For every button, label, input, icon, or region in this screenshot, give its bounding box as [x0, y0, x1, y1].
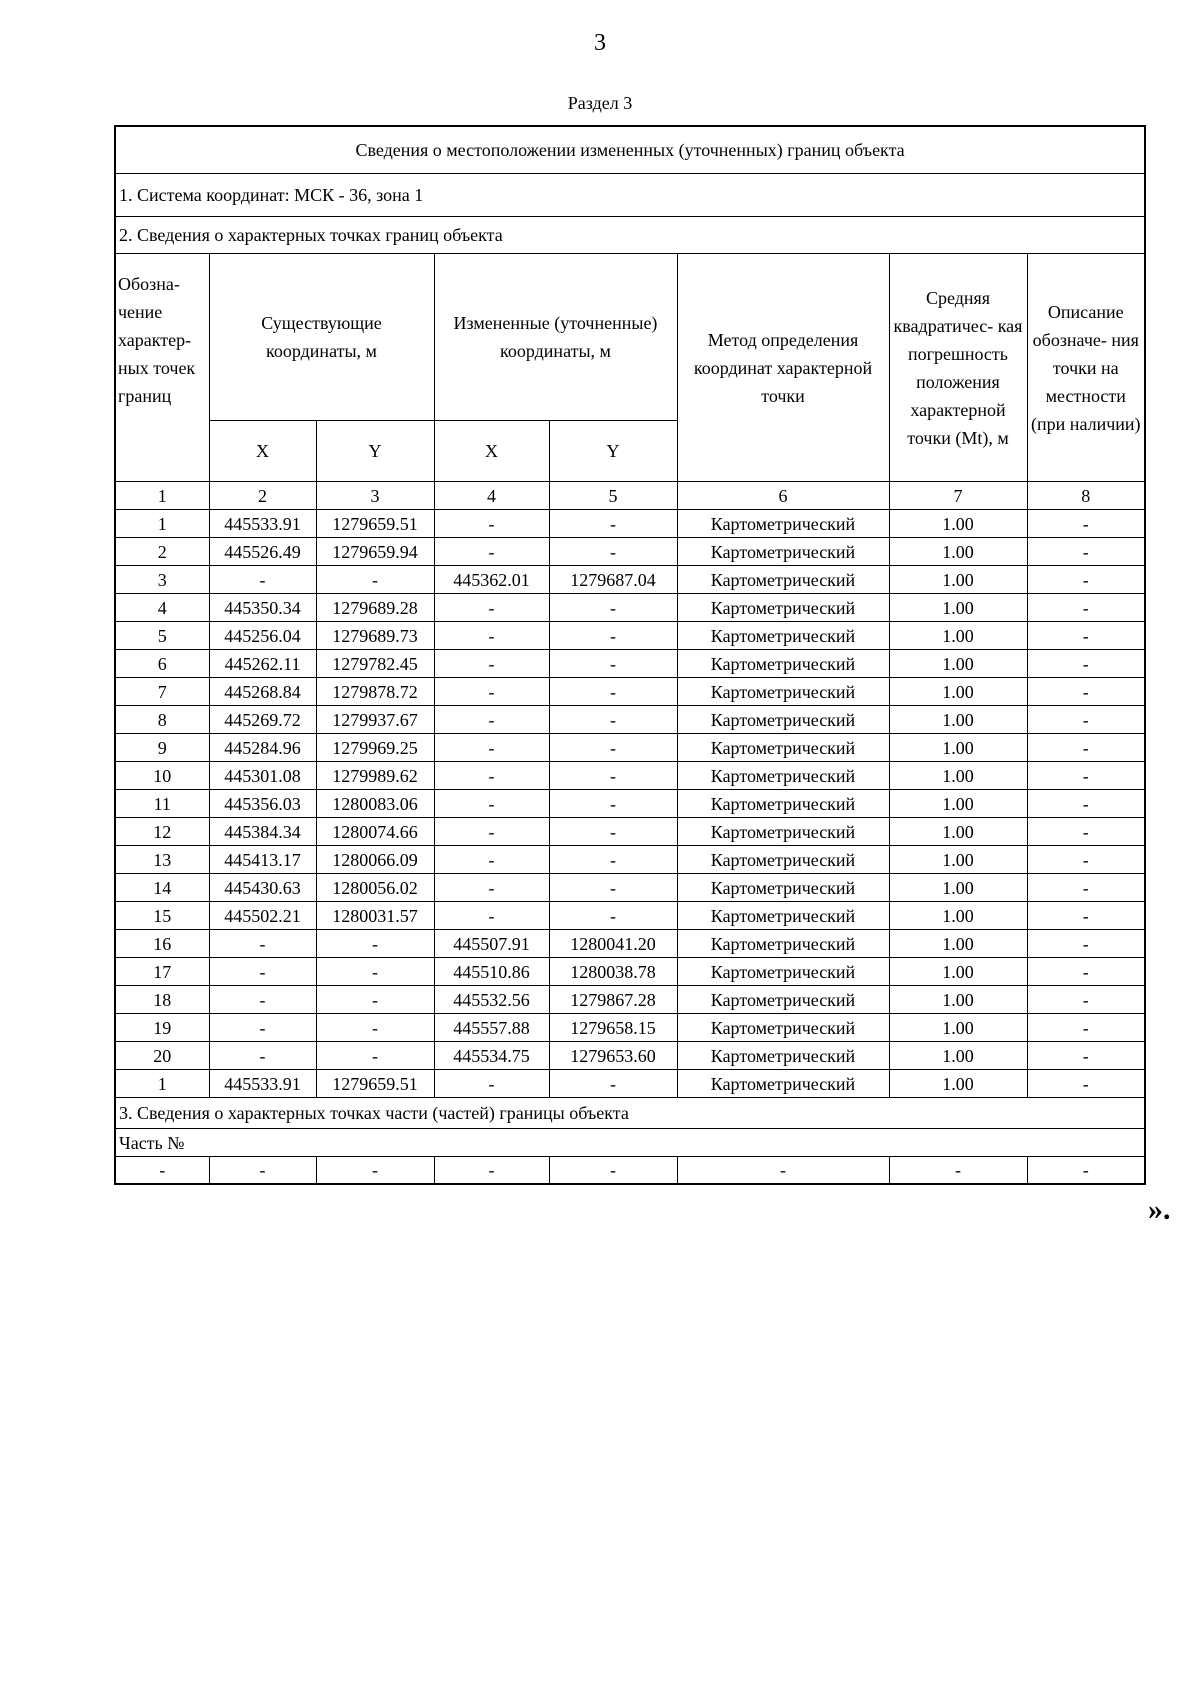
- table-row: [115, 902, 1145, 930]
- table-cell: Картометрический: [677, 930, 889, 958]
- column-numbers-row: [115, 482, 1145, 510]
- table-cell: -: [1027, 1014, 1145, 1042]
- table-cell: -: [316, 958, 434, 986]
- table-cell: 8: [115, 706, 209, 734]
- table-cell: -: [549, 538, 677, 566]
- table-cell: Картометрический: [677, 986, 889, 1014]
- table-row: [115, 846, 1145, 874]
- table-cell: -: [1027, 734, 1145, 762]
- table-row: [115, 678, 1145, 706]
- table-cell: 445356.03: [209, 790, 316, 818]
- table-cell: Картометрический: [677, 1042, 889, 1070]
- table-cell: -: [209, 986, 316, 1014]
- table-cell: -: [434, 790, 549, 818]
- column-number: 7: [889, 482, 1027, 510]
- table-cell: -: [1027, 1042, 1145, 1070]
- table-cell: -: [1027, 622, 1145, 650]
- table-cell: 1.00: [889, 874, 1027, 902]
- table-cell: 1.00: [889, 594, 1027, 622]
- table-cell: 1.00: [889, 846, 1027, 874]
- table-cell: 1: [115, 1070, 209, 1098]
- table-row: [115, 622, 1145, 650]
- table-cell: 1.00: [889, 706, 1027, 734]
- table-cell: -: [316, 1014, 434, 1042]
- table-title: Сведения о местоположении измененных (уточненных) границ объекта: [115, 126, 1145, 174]
- header-error: Средняя квадратичес- кая погрешность положения характерной точки (Mt), м: [889, 254, 1027, 482]
- table-cell: 445256.04: [209, 622, 316, 650]
- table-cell: 16: [115, 930, 209, 958]
- table-cell: 1.00: [889, 734, 1027, 762]
- table-row: [115, 790, 1145, 818]
- table-cell: Картометрический: [677, 566, 889, 594]
- table-cell: 13: [115, 846, 209, 874]
- table-cell: Картометрический: [677, 846, 889, 874]
- table-cell: 5: [115, 622, 209, 650]
- table-cell: -: [1027, 762, 1145, 790]
- header-method: Метод определения координат характерной точки: [677, 254, 889, 482]
- table-cell: 445284.96: [209, 734, 316, 762]
- table-cell: -: [434, 1070, 549, 1098]
- table-cell: 445384.34: [209, 818, 316, 846]
- table-cell: 1.00: [889, 622, 1027, 650]
- table-cell: 445533.91: [209, 510, 316, 538]
- table-cell: 1280066.09: [316, 846, 434, 874]
- closing-mark: ».: [1148, 1193, 1171, 1226]
- table-cell: 445502.21: [209, 902, 316, 930]
- table-cell: -: [434, 902, 549, 930]
- table-cell: -: [434, 762, 549, 790]
- table-cell: 1279867.28: [549, 986, 677, 1014]
- table-cell: Картометрический: [677, 538, 889, 566]
- table-cell: -: [434, 538, 549, 566]
- table-row: [115, 706, 1145, 734]
- table-cell: 1.00: [889, 1042, 1027, 1070]
- table-cell: -: [434, 734, 549, 762]
- table-cell: -: [316, 1042, 434, 1070]
- column-number: 3: [316, 482, 434, 510]
- table-cell: Картометрический: [677, 762, 889, 790]
- table-cell: Картометрический: [677, 622, 889, 650]
- table-cell: 445350.34: [209, 594, 316, 622]
- table-cell: -: [434, 510, 549, 538]
- table-cell: 1.00: [889, 650, 1027, 678]
- table-cell: 445268.84: [209, 678, 316, 706]
- table-cell: -: [549, 510, 677, 538]
- table-cell: -: [549, 734, 677, 762]
- table-cell: -: [434, 678, 549, 706]
- table-cell: 1279937.67: [316, 706, 434, 734]
- table-cell: Картометрический: [677, 790, 889, 818]
- table-cell: 1279659.51: [316, 510, 434, 538]
- table-cell: -: [209, 566, 316, 594]
- points-heading: 2. Сведения о характерных точках границ объекта: [115, 217, 1145, 254]
- table-cell: 2: [115, 538, 209, 566]
- part-cell: -: [677, 1157, 889, 1185]
- table-cell: Картометрический: [677, 958, 889, 986]
- table-cell: Картометрический: [677, 902, 889, 930]
- table-row: [115, 566, 1145, 594]
- table-cell: 445430.63: [209, 874, 316, 902]
- table-cell: 1279782.45: [316, 650, 434, 678]
- table-cell: Картометрический: [677, 818, 889, 846]
- table-cell: 445269.72: [209, 706, 316, 734]
- table-row: [115, 874, 1145, 902]
- table-cell: -: [434, 846, 549, 874]
- table-row: [115, 734, 1145, 762]
- table-cell: -: [1027, 650, 1145, 678]
- table-cell: 1280038.78: [549, 958, 677, 986]
- part-cell: -: [434, 1157, 549, 1185]
- table-cell: -: [549, 678, 677, 706]
- table-cell: 1279658.15: [549, 1014, 677, 1042]
- table-row: [115, 650, 1145, 678]
- header-existing-x: X: [209, 421, 316, 482]
- table-cell: -: [316, 566, 434, 594]
- table-cell: 1279653.60: [549, 1042, 677, 1070]
- table-cell: 445413.17: [209, 846, 316, 874]
- table-cell: -: [1027, 874, 1145, 902]
- table-cell: -: [209, 1042, 316, 1070]
- header-designation: Обозна- чение характер- ных точек границ: [115, 254, 209, 482]
- table-cell: -: [1027, 678, 1145, 706]
- column-number: 5: [549, 482, 677, 510]
- table-cell: -: [1027, 958, 1145, 986]
- table-cell: 1.00: [889, 678, 1027, 706]
- table-cell: 445507.91: [434, 930, 549, 958]
- table-cell: 1.00: [889, 790, 1027, 818]
- table-cell: 1.00: [889, 566, 1027, 594]
- table-cell: 9: [115, 734, 209, 762]
- table-cell: 1280083.06: [316, 790, 434, 818]
- part-cell: -: [316, 1157, 434, 1185]
- table-cell: 7: [115, 678, 209, 706]
- table-cell: 1.00: [889, 930, 1027, 958]
- table-cell: 445301.08: [209, 762, 316, 790]
- table-cell: 445557.88: [434, 1014, 549, 1042]
- table-cell: Картометрический: [677, 734, 889, 762]
- table-cell: -: [1027, 566, 1145, 594]
- table-cell: 1280041.20: [549, 930, 677, 958]
- column-number: 2: [209, 482, 316, 510]
- table-cell: -: [549, 762, 677, 790]
- table-cell: 1279689.73: [316, 622, 434, 650]
- table-cell: 1.00: [889, 818, 1027, 846]
- page-number: 3: [594, 30, 606, 56]
- part-cell: -: [1027, 1157, 1145, 1185]
- table-row: [115, 958, 1145, 986]
- table-cell: 1.00: [889, 1070, 1027, 1098]
- table-row: [115, 1070, 1145, 1098]
- table-cell: -: [549, 846, 677, 874]
- table-cell: -: [1027, 706, 1145, 734]
- table-cell: Картометрический: [677, 594, 889, 622]
- table-cell: 4: [115, 594, 209, 622]
- table-cell: -: [1027, 790, 1145, 818]
- table-cell: -: [209, 1014, 316, 1042]
- table-cell: 1279659.51: [316, 1070, 434, 1098]
- table-cell: -: [434, 874, 549, 902]
- table-cell: 445262.11: [209, 650, 316, 678]
- header-changed-y: Y: [549, 421, 677, 482]
- table-cell: 1.00: [889, 762, 1027, 790]
- table-cell: Картометрический: [677, 706, 889, 734]
- part-label: Часть №: [115, 1129, 1145, 1157]
- parts-heading: 3. Сведения о характерных точках части (частей) границы объекта: [115, 1098, 1145, 1129]
- table-cell: 1280074.66: [316, 818, 434, 846]
- table-cell: -: [549, 790, 677, 818]
- table-cell: 1.00: [889, 510, 1027, 538]
- table-cell: 12: [115, 818, 209, 846]
- part-cell: -: [209, 1157, 316, 1185]
- table-cell: 1: [115, 510, 209, 538]
- table-cell: -: [316, 930, 434, 958]
- table-row: [115, 594, 1145, 622]
- table-cell: 1.00: [889, 958, 1027, 986]
- table-cell: -: [1027, 1070, 1145, 1098]
- table-cell: 11: [115, 790, 209, 818]
- table-cell: -: [1027, 510, 1145, 538]
- table-cell: 445532.56: [434, 986, 549, 1014]
- table-cell: Картометрический: [677, 678, 889, 706]
- header-changed-x: X: [434, 421, 549, 482]
- table-cell: -: [209, 958, 316, 986]
- table-row: [115, 510, 1145, 538]
- table-cell: 1279689.28: [316, 594, 434, 622]
- table-cell: -: [434, 650, 549, 678]
- table-cell: -: [549, 622, 677, 650]
- table-cell: 445510.86: [434, 958, 549, 986]
- coord-system: 1. Система координат: МСК - 36, зона 1: [115, 174, 1145, 217]
- table-cell: 19: [115, 1014, 209, 1042]
- table-cell: 1279969.25: [316, 734, 434, 762]
- table-cell: 18: [115, 986, 209, 1014]
- table-cell: 1.00: [889, 986, 1027, 1014]
- table-cell: -: [549, 594, 677, 622]
- column-number: 4: [434, 482, 549, 510]
- header-existing-y: Y: [316, 421, 434, 482]
- table-cell: 1279659.94: [316, 538, 434, 566]
- table-cell: 1.00: [889, 538, 1027, 566]
- header-changed-coords: Измененные (уточненные) координаты, м: [434, 254, 677, 421]
- table-cell: -: [1027, 902, 1145, 930]
- table-row: [115, 762, 1145, 790]
- table-row: [115, 1042, 1145, 1070]
- section-title: Раздел 3: [567, 93, 633, 113]
- table-cell: -: [434, 818, 549, 846]
- table-cell: 1279687.04: [549, 566, 677, 594]
- table-cell: 445533.91: [209, 1070, 316, 1098]
- column-number: 1: [115, 482, 209, 510]
- table-cell: Картометрический: [677, 1070, 889, 1098]
- table-cell: -: [549, 1070, 677, 1098]
- table-row: [115, 986, 1145, 1014]
- header-description: Описание обозначе- ния точки на местности (при наличии): [1027, 254, 1145, 482]
- table-cell: -: [549, 902, 677, 930]
- table-cell: 14: [115, 874, 209, 902]
- table-cell: -: [549, 706, 677, 734]
- table-cell: -: [209, 930, 316, 958]
- column-number: 8: [1027, 482, 1145, 510]
- table-cell: -: [1027, 846, 1145, 874]
- table-cell: Картометрический: [677, 1014, 889, 1042]
- table-row: [115, 538, 1145, 566]
- part-cell: -: [889, 1157, 1027, 1185]
- table-cell: 1279989.62: [316, 762, 434, 790]
- table-cell: -: [1027, 538, 1145, 566]
- table-cell: -: [434, 594, 549, 622]
- table-cell: -: [316, 986, 434, 1014]
- table-cell: Картометрический: [677, 650, 889, 678]
- table-row: [115, 930, 1145, 958]
- table-cell: 1280056.02: [316, 874, 434, 902]
- boundary-table: [114, 125, 1146, 1185]
- header-existing-coords: Существующие координаты, м: [209, 254, 434, 421]
- table-cell: 1279878.72: [316, 678, 434, 706]
- table-cell: 1280031.57: [316, 902, 434, 930]
- table-cell: 445362.01: [434, 566, 549, 594]
- table-cell: -: [549, 650, 677, 678]
- table-cell: -: [1027, 818, 1145, 846]
- table-cell: Картометрический: [677, 510, 889, 538]
- table-cell: 15: [115, 902, 209, 930]
- table-cell: -: [434, 706, 549, 734]
- table-cell: 445526.49: [209, 538, 316, 566]
- table-row: [115, 818, 1145, 846]
- table-cell: -: [549, 874, 677, 902]
- table-cell: 10: [115, 762, 209, 790]
- table-cell: -: [434, 622, 549, 650]
- part-cell: -: [549, 1157, 677, 1185]
- part-row: [115, 1157, 1145, 1185]
- table-cell: -: [1027, 930, 1145, 958]
- table-cell: Картометрический: [677, 874, 889, 902]
- table-cell: -: [549, 818, 677, 846]
- table-cell: 20: [115, 1042, 209, 1070]
- column-number: 6: [677, 482, 889, 510]
- table-cell: 17: [115, 958, 209, 986]
- table-cell: 1.00: [889, 1014, 1027, 1042]
- table-cell: 1.00: [889, 902, 1027, 930]
- table-cell: 445534.75: [434, 1042, 549, 1070]
- table-cell: 6: [115, 650, 209, 678]
- table-cell: -: [1027, 594, 1145, 622]
- part-cell: -: [115, 1157, 209, 1185]
- table-cell: 3: [115, 566, 209, 594]
- table-cell: -: [1027, 986, 1145, 1014]
- table-row: [115, 1014, 1145, 1042]
